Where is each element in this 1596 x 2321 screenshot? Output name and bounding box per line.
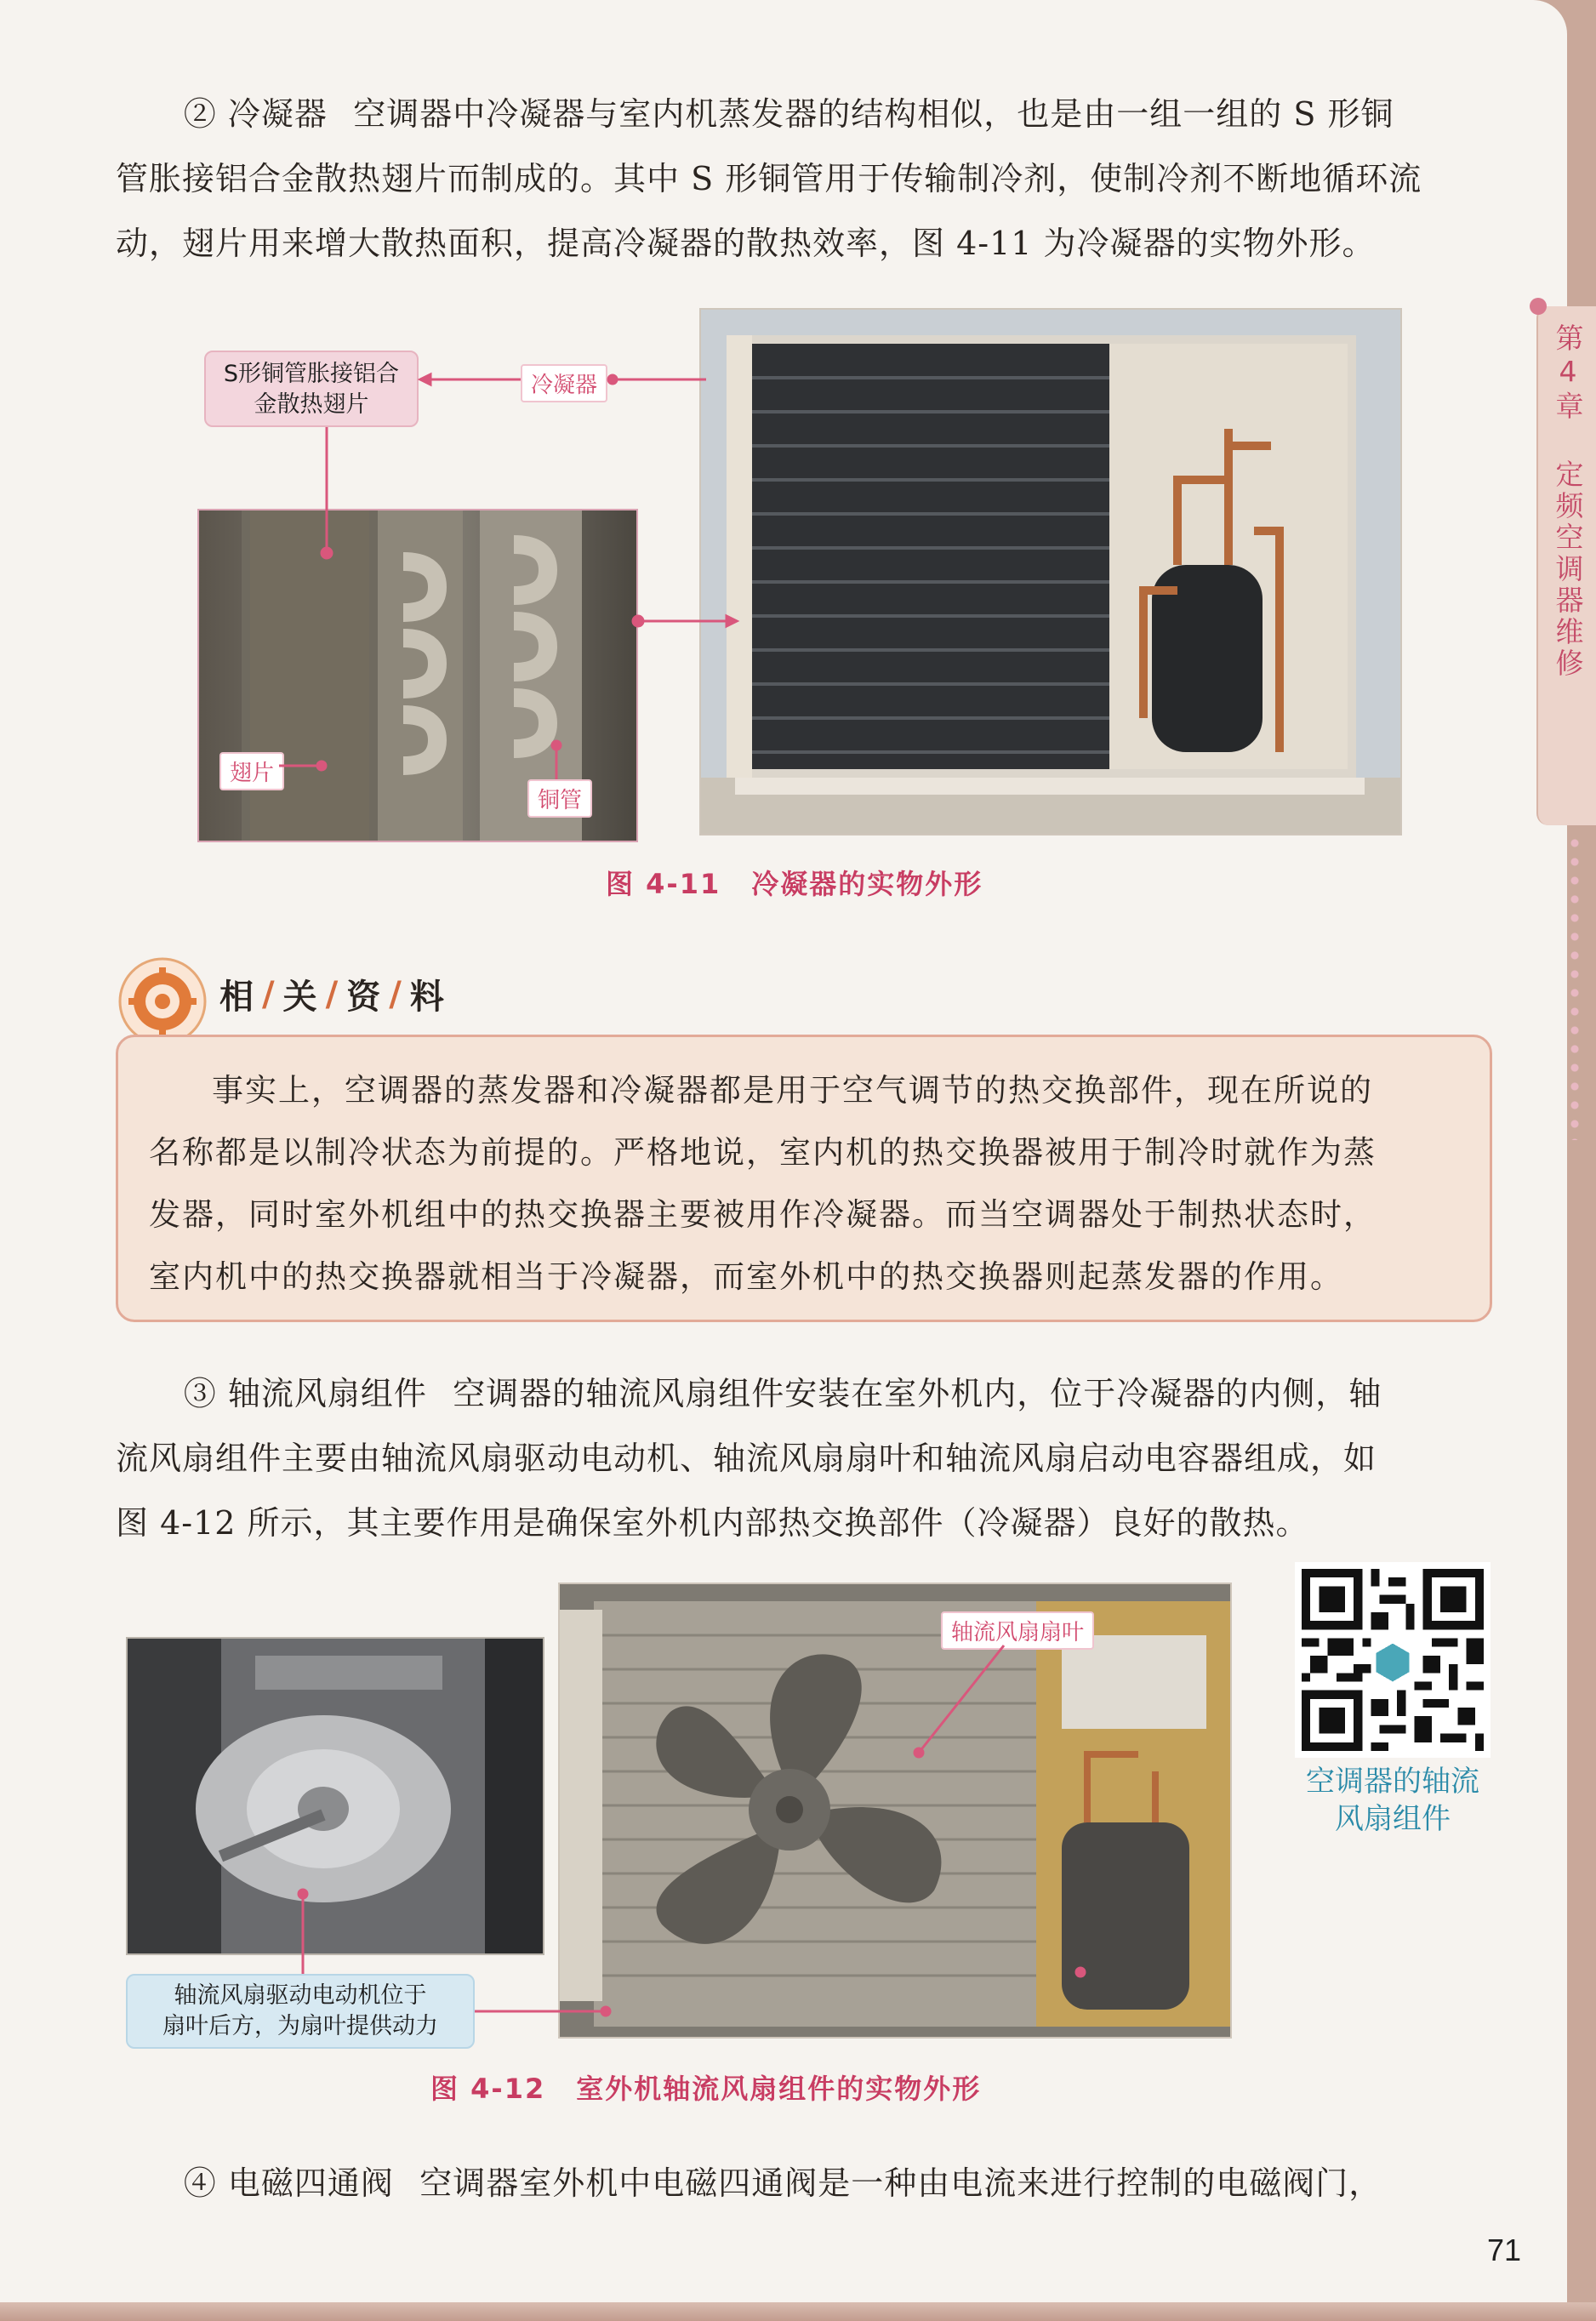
page-bottom-strip <box>0 2302 1596 2321</box>
related-info-box <box>116 1035 1492 1322</box>
figure-4-11-caption <box>606 863 983 902</box>
section-2-term: ② 冷凝器 <box>183 95 328 133</box>
related-info-line-1: 事实上，空调器的蒸发器和冷凝器都是用于空气调节的热交换部件，现在所说的 <box>212 1072 1373 1109</box>
qr-code[interactable] <box>1295 1562 1491 1758</box>
section-4-line-1: 空调器室外机中电磁四通阀是一种由电流来进行控制的电磁阀门， <box>419 2164 1382 2202</box>
related-info-line-2: 名称都是以制冷状态为前提的。严格地说，室内机的热交换器被用于制冷时就作为蒸 <box>149 1134 1377 1171</box>
section-2-line-1: 空调器中冷凝器与室内机蒸发器的结构相似，也是由一组一组的 S 形铜 <box>353 95 1394 133</box>
related-info-line-4: 室内机中的热交换器就相当于冷凝器，而室外机中的热交换器则起蒸发器的作用。 <box>149 1258 1343 1295</box>
side-tab-text: 第4章 定频空调器维修 <box>1551 323 1585 680</box>
section-2-line-3: 动，翅片用来增大散热面积，提高冷凝器的散热效率，图 4-11 为冷凝器的实物外形。 <box>116 225 1376 262</box>
heading-char-2: 关 <box>282 978 317 1017</box>
tube-label: 铜管 <box>527 779 592 818</box>
related-info-line-3: 发器，同时室外机组中的热交换器主要被用作冷凝器。而当空调器处于制热状态时， <box>149 1196 1377 1233</box>
chapter-side-tab <box>1536 306 1596 825</box>
heading-separator: / <box>389 974 402 1014</box>
figure-4-12-caption-number: 图 4-12 <box>430 2073 546 2105</box>
heading-char-4: 料 <box>409 978 444 1017</box>
fan-blade-label: 轴流风扇扇叶 <box>941 1611 1094 1650</box>
fan-motor-callout-line-1: 轴流风扇驱动电动机位于 <box>174 1982 427 2009</box>
figure-4-12-caption-text: 室外机轴流风扇组件的实物外形 <box>576 2073 982 2105</box>
qr-code-icon <box>1302 1569 1484 1751</box>
section-4-term: ④ 电磁四通阀 <box>183 2164 394 2202</box>
outdoor-fan-photo <box>558 1582 1232 2039</box>
condenser-unit-illustration <box>701 310 1402 835</box>
heading-char-3: 资 <box>346 978 381 1017</box>
section-2-line-2: 管胀接铝合金散热翅片而制成的。其中 S 形铜管用于传输制冷剂，使制冷剂不断地循环流 <box>116 160 1422 197</box>
page-number: 71 <box>1487 2233 1522 2267</box>
fan-motor-photo <box>126 1637 544 1955</box>
heading-separator: / <box>262 974 275 1014</box>
fan-motor-callout <box>126 1974 475 2049</box>
outdoor-fan-illustration <box>560 1584 1232 2039</box>
qr-label-line-1: 空调器的轴流 <box>1306 1765 1479 1799</box>
side-dot-pattern <box>1567 834 1582 1140</box>
fins-tubes-callout-text: S形铜管胀接铝合金散热翅片 <box>223 361 400 418</box>
qr-label-line-2: 风扇组件 <box>1335 1802 1451 1836</box>
fins-tubes-callout <box>204 351 419 427</box>
figure-4-12-caption <box>430 2067 981 2107</box>
section-3-paragraph <box>116 1361 1492 1555</box>
section-4-paragraph <box>116 2151 1492 2216</box>
side-tab-dot <box>1530 298 1547 315</box>
figure-4-11-caption-text: 冷凝器的实物外形 <box>751 868 983 900</box>
section-3-line-2: 流风扇组件主要由轴流风扇驱动电动机、轴流风扇扇叶和轴流风扇启动电容器组成，如 <box>116 1440 1377 1477</box>
condenser-label: 冷凝器 <box>521 364 607 402</box>
heading-char-1: 相 <box>219 978 254 1017</box>
condenser-unit-photo <box>699 308 1402 835</box>
fan-motor-callout-line-2: 扇叶后方，为扇叶提供动力 <box>162 2013 438 2039</box>
section-3-line-3: 图 4-12 所示，其主要作用是确保室外机内部热交换部件（冷凝器）良好的散热。 <box>116 1504 1309 1542</box>
section-3-term: ③ 轴流风扇组件 <box>183 1375 427 1412</box>
section-2-paragraph <box>116 82 1487 276</box>
fan-motor-illustration <box>128 1639 544 1955</box>
qr-code-label <box>1276 1763 1509 1838</box>
figure-4-11-caption-number: 图 4-11 <box>606 868 721 900</box>
section-3-line-1: 空调器的轴流风扇组件安装在室外机内，位于冷凝器的内侧，轴 <box>453 1375 1382 1412</box>
fin-label: 翅片 <box>219 752 284 790</box>
heading-separator: / <box>325 974 339 1014</box>
related-info-heading <box>219 970 444 1018</box>
